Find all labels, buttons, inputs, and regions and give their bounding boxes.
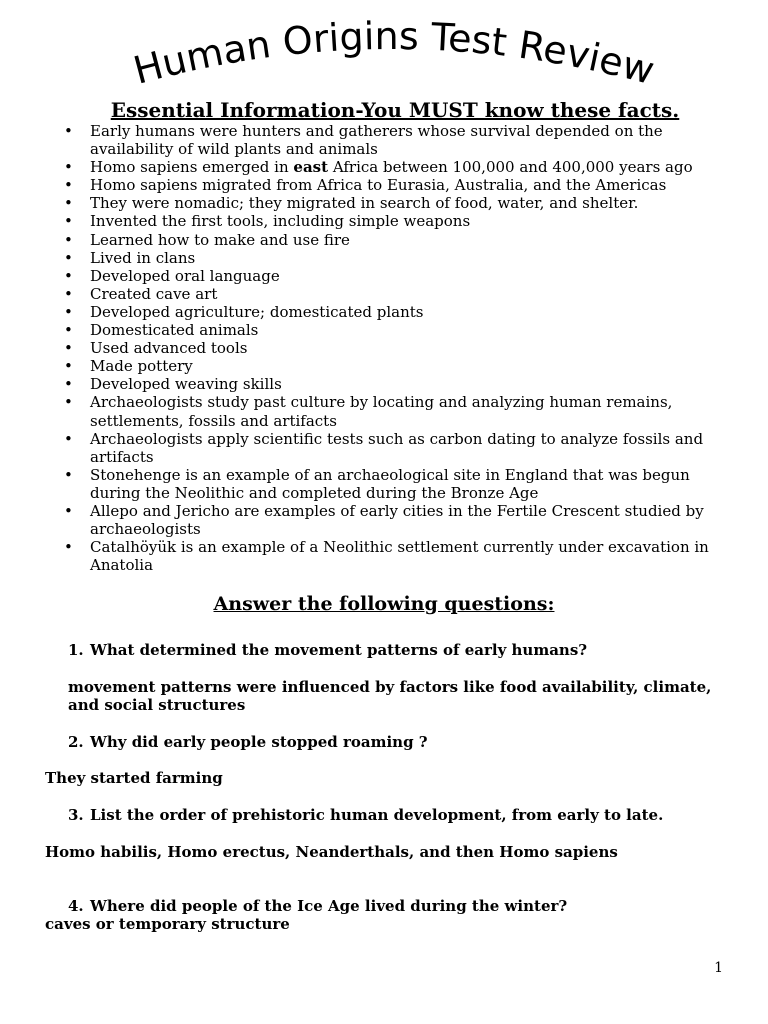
- fact-item: • Learned how to make and use fire: [62, 231, 722, 249]
- question-text: Why did early people stopped roaming ?: [90, 733, 428, 751]
- answer-1: movement patterns were influenced by factors like food availability, climate, and social structures: [68, 678, 712, 715]
- fact-item: • Domesticated animals: [62, 321, 722, 339]
- page-title-arc: [0, 14, 768, 94]
- fact-item: • Archaeologists study past culture by locating and analyzing human remains, settlements, fossils and artifacts: [62, 393, 722, 429]
- question-1: [68, 641, 728, 659]
- fact-item: • Developed agriculture; domesticated plants: [62, 303, 722, 321]
- fact-item: • Used advanced tools: [62, 339, 722, 357]
- fact-item: • Developed weaving skills: [62, 375, 722, 393]
- essential-heading: Essential Information-You MUST know these facts.: [110, 98, 680, 122]
- fact-item: • They were nomadic; they migrated in search of food, water, and shelter.: [62, 194, 722, 212]
- fact-item: • Early humans were hunters and gatherers whose survival depended on the availability of wild plants and animals: [62, 122, 722, 158]
- answer-2: They started farming: [45, 769, 223, 787]
- fact-item: • Homo sapiens migrated from Africa to Eurasia, Australia, and the Americas: [62, 176, 722, 194]
- fact-item: • Lived in clans: [62, 249, 722, 267]
- answer-4: caves or temporary structure: [45, 915, 290, 933]
- question-number: 4.: [68, 897, 84, 915]
- fact-item: • Homo sapiens emerged in east Africa between 100,000 and 400,000 years ago: [62, 158, 722, 176]
- page-title: [0, 14, 768, 94]
- question-3: [68, 806, 728, 824]
- answer-heading: Answer the following questions:: [213, 593, 555, 615]
- question-4: [68, 897, 728, 915]
- fact-emphasis: east: [293, 158, 329, 177]
- question-number: 1.: [68, 641, 84, 659]
- question-text: Where did people of the Ice Age lived during the winter?: [90, 897, 568, 915]
- page-title-text: Human Origins Test Review: [128, 14, 659, 93]
- page-number: 1: [714, 960, 723, 976]
- fact-item: • Allepo and Jericho are examples of early cities in the Fertile Crescent studied by archaeologists: [62, 502, 722, 538]
- fact-item: • Made pottery: [62, 357, 722, 375]
- fact-item: • Invented the first tools, including simple weapons: [62, 212, 722, 230]
- fact-item: • Archaeologists apply scientific tests such as carbon dating to analyze fossils and artifacts: [62, 430, 722, 466]
- fact-item: • Stonehenge is an example of an archaeological site in England that was begun during the Neolithic and completed during the Bronze Age: [62, 466, 722, 502]
- answer-3: Homo habilis, Homo erectus, Neanderthals, and then Homo sapiens: [45, 843, 618, 861]
- fact-item: • Catalhöyük is an example of a Neolithic settlement currently under excavation in Anatolia: [62, 538, 722, 574]
- question-2: [68, 733, 728, 751]
- facts-list: [62, 122, 722, 574]
- question-number: 2.: [68, 733, 84, 751]
- question-number: 3.: [68, 806, 84, 824]
- question-text: List the order of prehistoric human development, from early to late.: [90, 806, 664, 824]
- fact-item: • Developed oral language: [62, 267, 722, 285]
- fact-item: • Created cave art: [62, 285, 722, 303]
- question-text: What determined the movement patterns of early humans?: [90, 641, 588, 659]
